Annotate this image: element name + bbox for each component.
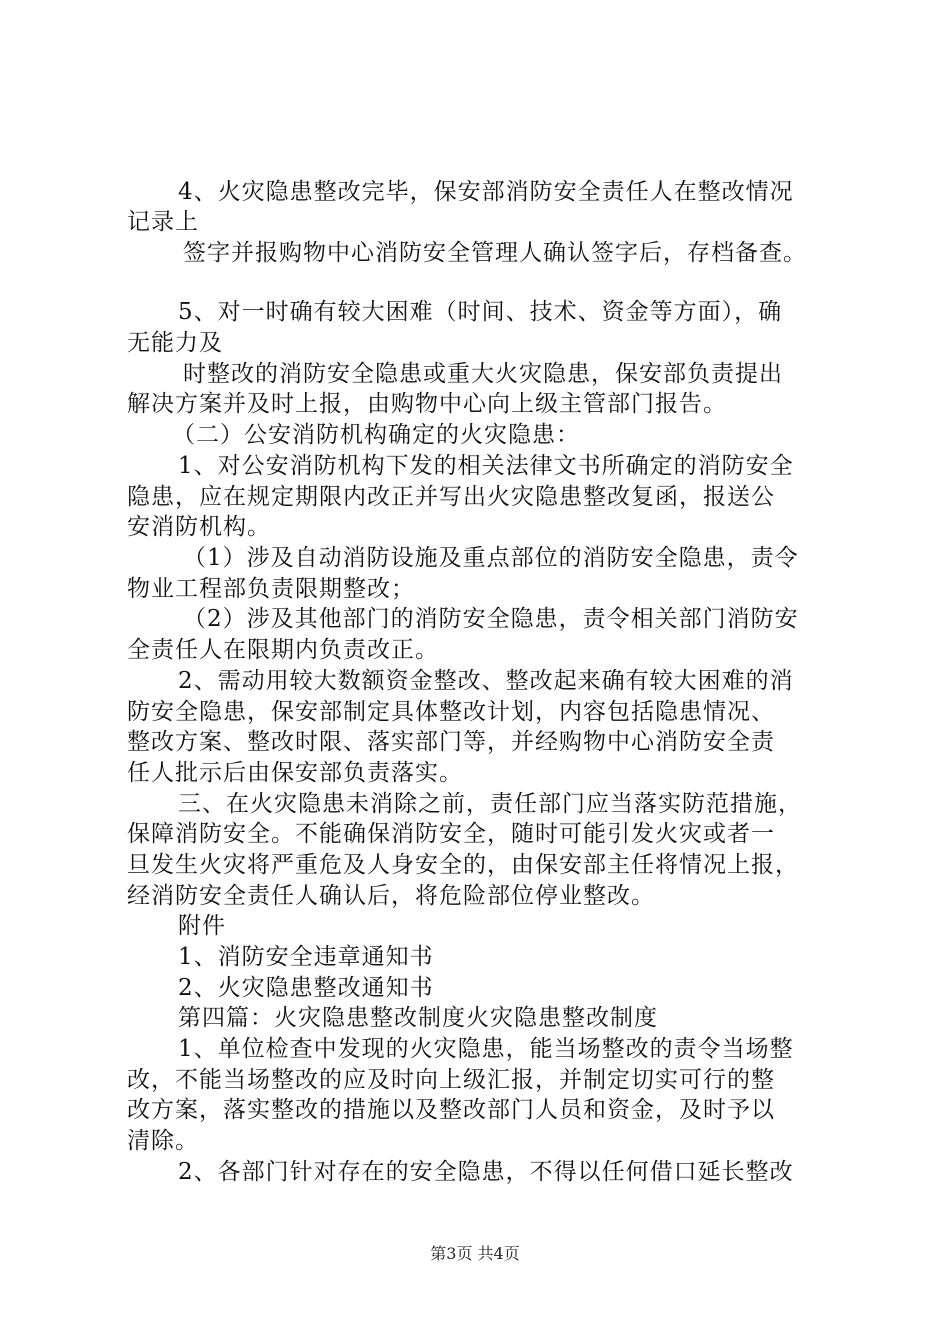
text-line: 附件 bbox=[178, 913, 226, 939]
text-line: 清除。 bbox=[127, 1128, 199, 1154]
text-line: 第四篇：火灾隐患整改制度火灾隐患整改制度 bbox=[178, 1005, 658, 1031]
text-line: 无能力及 bbox=[127, 330, 223, 356]
text-line: 安消防机构。 bbox=[127, 514, 271, 540]
text-line: 记录上 bbox=[127, 209, 199, 235]
text-line: 保障消防安全。不能确保消防安全，随时可能引发火灾或者一 bbox=[127, 821, 775, 847]
text-line: 防安全隐患，保安部制定具体整改计划，内容包括隐患情况、 bbox=[127, 699, 775, 725]
text-line: （2）涉及其他部门的消防安全隐患，责令相关部门消防安 bbox=[183, 606, 799, 632]
text-line: 签字并报购物中心消防安全管理人确认签字后，存档备查。 bbox=[183, 240, 807, 266]
text-line: 1、单位检查中发现的火灾隐患，能当场整改的责令当场整 bbox=[178, 1036, 794, 1062]
text-line: 2、需动用较大数额资金整改、整改起来确有较大困难的消 bbox=[178, 668, 794, 694]
text-line: 三、在火灾隐患未消除之前，责任部门应当落实防范措施， bbox=[178, 791, 802, 817]
text-line: 解决方案并及时上报，由购物中心向上级主管部门报告。 bbox=[127, 391, 727, 417]
text-line: 旦发生火灾将严重危及人身安全的，由保安部主任将情况上报， bbox=[127, 852, 799, 878]
text-line: 1、对公安消防机构下发的相关法律文书所确定的消防安全 bbox=[178, 453, 794, 479]
text-line: 2、火灾隐患整改通知书 bbox=[178, 975, 434, 1001]
text-line: 改，不能当场整改的应及时向上级汇报，并制定切实可行的整 bbox=[127, 1067, 775, 1093]
text-line: 隐患，应在规定期限内改正并写出火灾隐患整改复函，报送公 bbox=[127, 484, 775, 510]
text-line: 改方案，落实整改的措施以及整改部门人员和资金，及时予以 bbox=[127, 1097, 775, 1123]
text-line: 时整改的消防安全隐患或重大火灾隐患，保安部负责提出 bbox=[183, 361, 783, 387]
text-line: 全责任人在限期内负责改正。 bbox=[127, 637, 439, 663]
text-line: 2、各部门针对存在的安全隐患，不得以任何借口延长整改 bbox=[178, 1159, 794, 1185]
text-line: （1）涉及自动消防设施及重点部位的消防安全隐患，责令 bbox=[183, 545, 799, 571]
text-line: 物业工程部负责限期整改； bbox=[127, 576, 415, 602]
text-line: 任人批示后由保安部负责落实。 bbox=[127, 760, 463, 786]
text-line: 整改方案、整改时限、落实部门等，并经购物中心消防安全责 bbox=[127, 729, 775, 755]
text-line: （二）公安消防机构确定的火灾隐患： bbox=[172, 422, 580, 448]
text-line: 经消防安全责任人确认后，将危险部位停业整改。 bbox=[127, 883, 655, 909]
text-line: 5、对一时确有较大困难（时间、技术、资金等方面），确 bbox=[178, 299, 783, 325]
text-line: 1、消防安全违章通知书 bbox=[178, 944, 434, 970]
page-number-footer: 第3页 共4页 bbox=[430, 1244, 520, 1263]
text-line: 4、火灾隐患整改完毕，保安部消防安全责任人在整改情况 bbox=[178, 179, 794, 205]
